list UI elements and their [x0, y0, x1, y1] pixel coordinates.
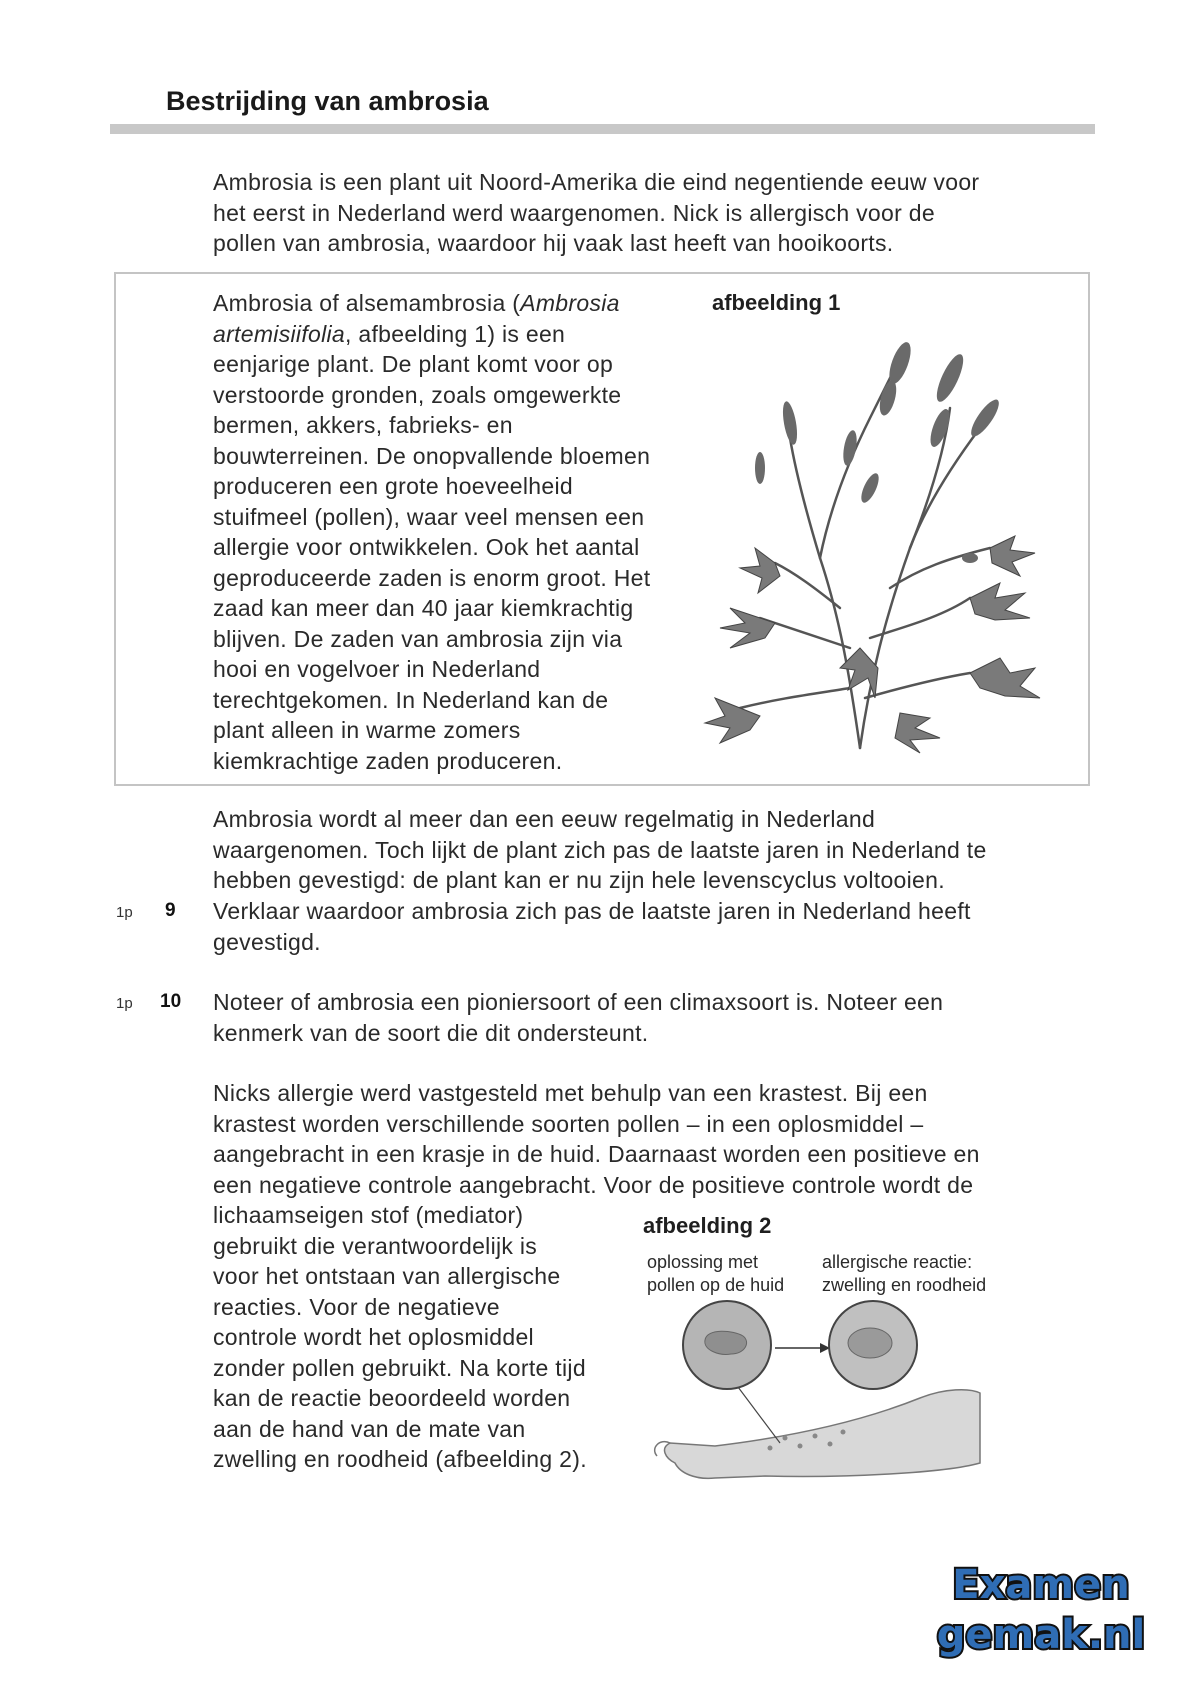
paragraph-establishment — [213, 804, 1093, 896]
text-line: gevestigd. — [213, 928, 321, 955]
right-caption-line-1: allergische reactie: — [822, 1252, 973, 1272]
box-line: plant alleen in warme zomers — [213, 717, 521, 743]
question-10-points: 1p — [116, 995, 133, 1012]
right-caption-line-2: zwelling en roodheid — [822, 1275, 987, 1295]
title-divider — [110, 124, 1095, 134]
text-line: aan de hand van de mate van — [213, 1415, 526, 1442]
intro-line: het eerst in Nederland werd waargenomen. Nick is allergisch voor de — [213, 199, 935, 226]
box-line: bermen, akkers, fabrieks- en — [213, 412, 513, 438]
box-line — [213, 319, 703, 350]
text-line: aangebracht in een krasje in de huid. Daarnaast worden een positieve en — [213, 1141, 980, 1167]
box-line: allergie voor ontwikkelen. Ook het aantal — [213, 534, 640, 560]
text-line: kan de reactie beoordeeld worden — [213, 1385, 571, 1411]
text-line: een negatieve controle aangebracht. Voor de positieve controle wordt de — [213, 1171, 974, 1198]
box-line: produceren een grote hoeveelheid — [213, 473, 573, 499]
species-name: Ambrosia — [520, 290, 620, 316]
box-text: Ambrosia of alsemambrosia ( — [213, 290, 521, 316]
left-caption-line-1: oplossing met — [647, 1252, 759, 1272]
question-10-number: 10 — [160, 991, 182, 1012]
text-line: waargenomen. Toch lijkt de plant zich pas de laatste jaren in Nederland te — [213, 836, 987, 863]
intro-line: Ambrosia is een plant uit Noord-Amerika die eind negentiende eeuw voor — [213, 169, 980, 195]
examengemak-logo — [936, 1552, 1146, 1660]
text-line: Noteer of ambrosia een pioniersoort of een climaxsoort is. Noteer een — [213, 989, 944, 1015]
figure-2-label: afbeelding 2 — [643, 1213, 772, 1238]
intro-paragraph — [213, 167, 1093, 259]
question-9-text — [213, 896, 1093, 957]
box-line: geproduceerde zaden is enorm groot. Het — [213, 564, 651, 591]
text-line: voor het ontstaan van allergische — [213, 1263, 561, 1289]
scratch-test-illustration — [645, 1248, 987, 1488]
question-9-number: 9 — [165, 900, 176, 921]
intro-line: pollen van ambrosia, waardoor hij vaak last heeft van hooikoorts. — [213, 230, 894, 256]
text-line: Nicks allergie werd vastgesteld met behulp van een krastest. Bij een — [213, 1080, 928, 1106]
box-line: stuifmeel (pollen), waar veel mensen een — [213, 503, 645, 530]
text-line: Ambrosia wordt al meer dan een eeuw regelmatig in Nederland — [213, 806, 876, 832]
box-line: bouwterreinen. De onopvallende bloemen — [213, 442, 651, 469]
box-line: kiemkrachtige zaden produceren. — [213, 747, 563, 774]
box-line: zaad kan meer dan 40 jaar kiemkrachtig — [213, 595, 634, 621]
figure-1-label: afbeelding 1 — [712, 290, 841, 315]
text-line: gebruikt die verantwoordelijk is — [213, 1232, 538, 1259]
text-line: Verklaar waardoor ambrosia zich pas de laatste jaren in Nederland heeft — [213, 898, 971, 924]
text-line: krastest worden verschillende soorten pollen – in een oplosmiddel – — [213, 1110, 924, 1137]
info-box-text — [213, 288, 703, 776]
text-line: hebben gevestigd: de plant kan er nu zijn hele levenscyclus voltooien. — [213, 867, 945, 893]
question-10-text — [213, 987, 1093, 1048]
paragraph-krastest — [213, 1078, 1093, 1200]
text-line: zwelling en roodheid (afbeelding 2). — [213, 1446, 587, 1472]
box-line: verstoorde gronden, zoals omgewerkte — [213, 381, 622, 408]
arm-shape — [665, 1390, 980, 1479]
paragraph-controls — [213, 1200, 613, 1475]
text-line: reacties. Voor de negatieve — [213, 1293, 500, 1320]
left-caption-line-2: pollen op de huid — [647, 1275, 785, 1295]
text-line: kenmerk van de soort die dit ondersteunt. — [213, 1019, 649, 1046]
species-name: artemisiifolia — [213, 320, 346, 347]
page-title: Bestrijding van ambrosia — [166, 86, 489, 116]
box-text: , afbeelding 1) is een — [345, 320, 566, 347]
box-line: hooi en vogelvoer in Nederland — [213, 656, 541, 682]
box-line — [213, 288, 703, 319]
text-line: lichaamseigen stof (mediator) — [213, 1202, 524, 1228]
box-line: eenjarige plant. De plant komt voor op — [213, 351, 614, 377]
text-line: zonder pollen gebruikt. Na korte tijd — [213, 1354, 586, 1381]
logo-line-2: gemak.nl — [936, 1612, 1146, 1658]
logo-line-1: Examen — [952, 1562, 1130, 1608]
text-line: controle wordt het oplosmiddel — [213, 1324, 534, 1350]
ambrosia-plant-illustration — [700, 318, 1060, 758]
box-line: terechtgekomen. In Nederland kan de — [213, 686, 609, 713]
question-9-points: 1p — [116, 904, 133, 921]
box-line: blijven. De zaden van ambrosia zijn via — [213, 625, 623, 652]
